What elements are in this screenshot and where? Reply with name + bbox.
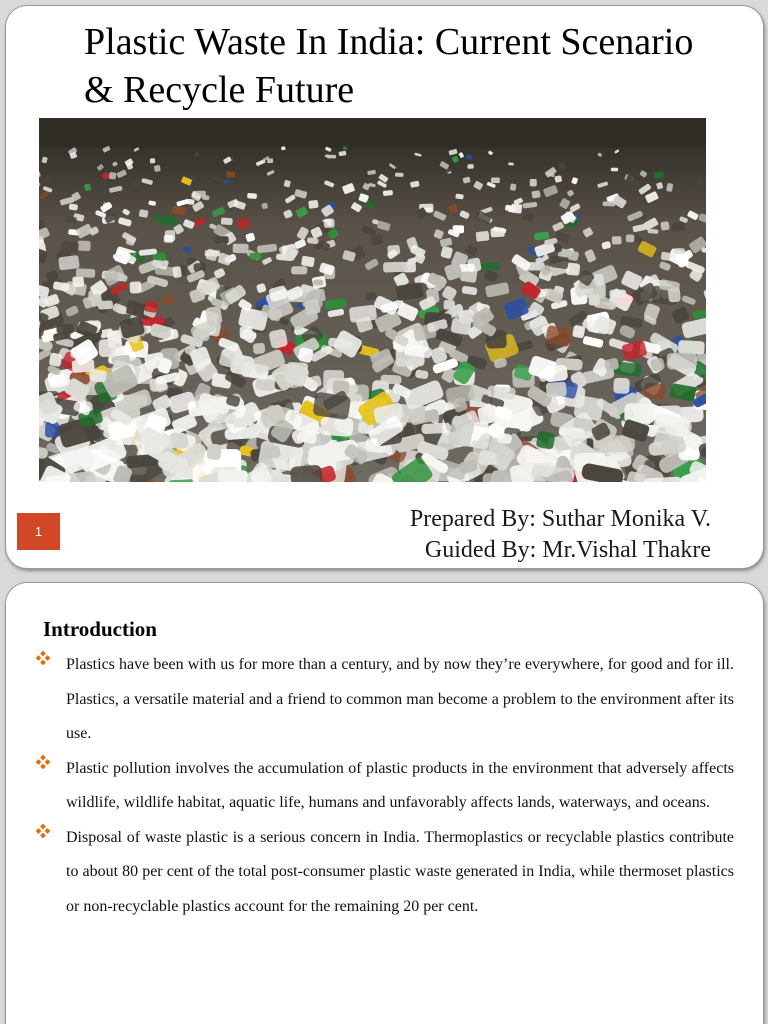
waste-item-texture — [249, 253, 262, 260]
waste-item-texture — [58, 255, 80, 270]
waste-item-texture — [661, 252, 671, 261]
waste-item-texture — [491, 178, 500, 184]
waste-item-texture — [281, 146, 286, 150]
waste-item-texture — [668, 287, 681, 302]
waste-item-texture — [255, 378, 276, 391]
waste-item-texture — [247, 193, 257, 199]
waste-item-texture — [308, 200, 318, 209]
waste-item-texture — [99, 339, 117, 357]
waste-item-texture — [215, 236, 229, 243]
credits — [410, 504, 711, 566]
plastic-waste-photo — [39, 118, 706, 482]
waste-item-texture — [49, 352, 63, 367]
waste-item-texture — [130, 281, 142, 293]
waste-item-texture — [510, 183, 517, 191]
waste-item-texture — [490, 228, 504, 238]
diamond-bullet-icon — [36, 755, 50, 769]
waste-item-texture — [291, 266, 307, 274]
waste-item-texture — [139, 209, 149, 218]
waste-item-texture — [72, 276, 84, 288]
waste-item-texture — [223, 180, 230, 184]
bullet-text: Plastic pollution involves the accumulation of plastic products in the environment that adversely affects wildlife, wildlife habitat, aquatic life, humans and unfavorably affects lands, waterways, and oceans. — [66, 759, 734, 811]
waste-item-texture — [612, 236, 622, 244]
waste-item-texture — [508, 162, 514, 165]
waste-item-texture — [530, 179, 537, 187]
waste-item-texture — [205, 306, 223, 326]
waste-item-texture — [380, 375, 401, 385]
waste-item-texture — [531, 190, 541, 199]
waste-item-texture — [84, 184, 91, 192]
waste-item-texture — [150, 158, 155, 163]
waste-item-texture — [233, 244, 249, 254]
guided-by-text: Guided By: Mr.Vishal Thakre — [424, 537, 711, 563]
slide-1[interactable] — [5, 5, 764, 569]
waste-item-texture — [666, 351, 697, 370]
prepared-by-text: Prepared By: Suthar Monika V. — [409, 506, 711, 532]
waste-item-texture — [536, 431, 556, 450]
waste-item-texture — [443, 300, 455, 310]
bullet-text: Disposal of waste plastic is a serious concern in India. Thermoplastics or recyclable plastics contribute to about 80 per cent of the total post-consumer plastic waste generated in India, while thermoset plastics or non-recyclable plastics account for the remaining 20 per cent. — [66, 828, 734, 915]
waste-item-texture — [401, 409, 425, 423]
waste-item-texture — [164, 235, 174, 243]
waste-item-texture — [383, 190, 393, 196]
waste-item-texture — [524, 448, 559, 463]
waste-item-texture — [76, 268, 96, 278]
waste-item-texture — [45, 422, 59, 438]
waste-item-texture — [290, 464, 323, 482]
waste-item-texture — [109, 172, 117, 179]
waste-item-texture — [324, 218, 335, 227]
waste-item-texture — [261, 203, 268, 210]
waste-item-texture — [421, 423, 451, 435]
bullet-item — [32, 752, 734, 821]
waste-item-texture — [654, 171, 664, 179]
waste-item-texture — [205, 250, 220, 256]
waste-item-texture — [674, 248, 685, 254]
bullet-text: Plastics have been with us for more than a century, and by now they’re everywhere, for good and for ill. Plastics, a versatile material and a friend to common man become a problem to the environment after its use. — [66, 656, 734, 742]
waste-item-texture — [546, 382, 567, 398]
waste-item-texture — [476, 231, 490, 242]
waste-item-texture — [89, 369, 107, 383]
waste-item-texture — [687, 187, 695, 194]
slide-2[interactable] — [5, 582, 764, 1024]
bullet-list — [32, 648, 734, 924]
waste-item-texture — [103, 195, 111, 201]
waste-item-texture — [611, 168, 618, 172]
waste-item-texture — [455, 194, 464, 200]
waste-item-texture — [221, 218, 233, 226]
slide-title: Plastic Waste In India: Current Scenario & Recycle Future — [84, 21, 694, 111]
waste-item-texture — [320, 416, 354, 437]
waste-item-texture — [626, 235, 635, 243]
waste-item-texture — [217, 469, 248, 482]
waste-item-texture — [327, 155, 336, 159]
introduction-heading: Introduction — [43, 617, 157, 641]
bullet-item — [32, 821, 734, 925]
waste-item-texture — [172, 206, 186, 215]
bullet-item — [32, 648, 734, 752]
diamond-bullet-icon — [36, 651, 50, 665]
waste-item-texture — [253, 343, 266, 354]
waste-item-texture — [481, 262, 500, 270]
waste-item-texture — [610, 290, 627, 298]
waste-item-texture — [206, 443, 222, 460]
slide-number-badge: 1 — [17, 513, 60, 550]
waste-item-texture — [187, 199, 195, 205]
waste-item-texture — [660, 221, 670, 231]
waste-item-texture — [217, 414, 235, 424]
diamond-bullet-icon — [36, 824, 50, 838]
waste-item-texture — [467, 164, 473, 169]
waste-item-texture — [172, 266, 182, 278]
waste-item-texture — [613, 378, 630, 394]
waste-item-texture — [154, 165, 161, 172]
waste-item-texture — [383, 262, 406, 273]
waste-item-texture — [550, 255, 570, 269]
waste-item-texture — [558, 163, 565, 168]
waste-item-texture — [77, 241, 90, 252]
waste-item-texture — [226, 171, 236, 177]
waste-item-texture — [395, 173, 404, 177]
waste-item-texture — [313, 279, 323, 285]
